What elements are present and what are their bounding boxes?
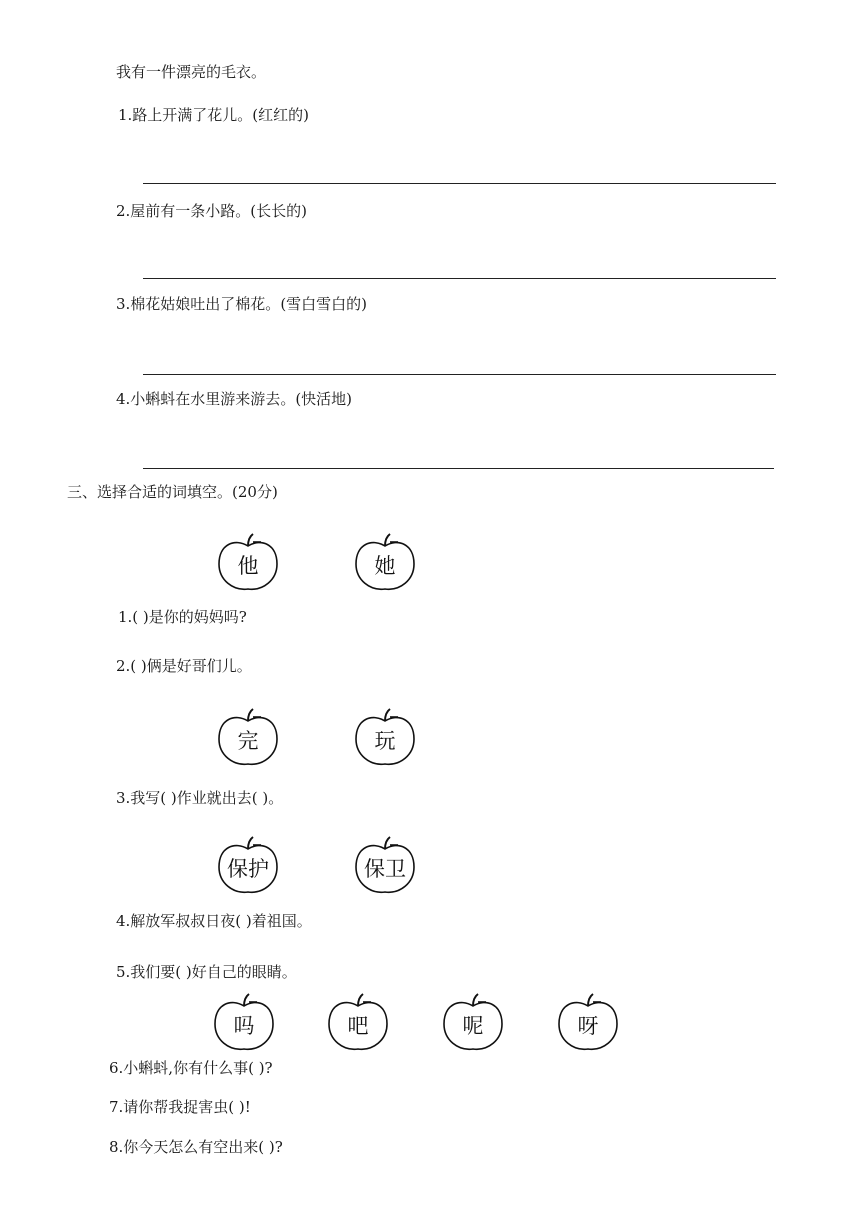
word-label: 呀 (577, 1014, 599, 1038)
fill-item-2: 2.( )俩是好哥们儿。 (116, 657, 252, 675)
expand-item-1: 1.路上开满了花儿。(红红的) (118, 106, 310, 124)
word-label: 玩 (374, 729, 396, 753)
word-label: 她 (374, 554, 396, 578)
fill-item-3: 3.我写( )作业就出去( )。 (116, 789, 284, 807)
word-apple-ma (211, 990, 277, 1052)
word-apple-ta-he (215, 530, 281, 592)
word-apple-defend (352, 833, 418, 895)
fill-item-5: 5.我们要( )好自己的眼睛。 (116, 963, 297, 981)
fill-item-7: 7.请你帮我捉害虫( )! (109, 1098, 251, 1116)
answer-line-2[interactable] (143, 278, 776, 279)
answer-line-1[interactable] (143, 183, 776, 184)
word-apple-wan-finish (215, 705, 281, 767)
word-label: 保护 (227, 857, 269, 881)
expand-item-3: 3.棉花姑娘吐出了棉花。(雪白雪白的) (116, 295, 368, 313)
word-label: 完 (237, 729, 259, 753)
word-apple-ba (325, 990, 391, 1052)
word-apple-ne (440, 990, 506, 1052)
expand-item-2: 2.屋前有一条小路。(长长的) (116, 202, 308, 220)
section-3-heading: 三、选择合适的词填空。(20分) (67, 483, 278, 501)
word-label: 保卫 (364, 857, 406, 881)
word-apple-protect (215, 833, 281, 895)
expand-item-4: 4.小蝌蚪在水里游来游去。(快活地) (116, 390, 353, 408)
answer-line-3[interactable] (143, 374, 776, 375)
word-label: 吧 (347, 1014, 369, 1038)
fill-item-4: 4.解放军叔叔日夜( )着祖国。 (116, 912, 312, 930)
fill-item-1: 1.( )是你的妈妈吗? (118, 608, 247, 626)
fill-item-6: 6.小蝌蚪,你有什么事( )? (109, 1059, 273, 1077)
word-apple-wan-play (352, 705, 418, 767)
example-sentence: 我有一件漂亮的毛衣。 (116, 63, 267, 81)
word-label: 呢 (462, 1014, 484, 1038)
word-apple-ta-she (352, 530, 418, 592)
answer-line-4[interactable] (143, 468, 774, 469)
word-label: 吗 (233, 1014, 255, 1038)
fill-item-8: 8.你今天怎么有空出来( )? (109, 1138, 283, 1156)
word-label: 他 (237, 554, 259, 578)
word-apple-ya (555, 990, 621, 1052)
